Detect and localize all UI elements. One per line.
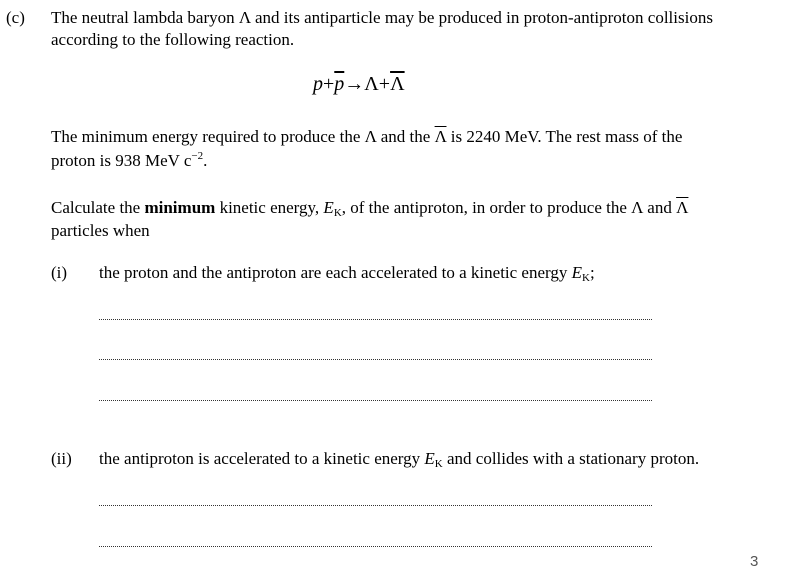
rest-mass-period: . (203, 151, 208, 170)
part-ii-ek: E (424, 449, 435, 468)
reaction-plus-1: + (323, 73, 335, 95)
answer-line-i-3[interactable] (99, 400, 652, 401)
calculate-text-b: kinetic energy, (215, 198, 324, 217)
part-ii-question-a: the antiproton is accelerated to a kinetic energy (99, 449, 425, 468)
reaction-plus-2: + (378, 73, 391, 95)
calculate-antilambda: $\overline{\Lambda}$ (676, 198, 689, 217)
reaction-equation (313, 73, 405, 96)
answer-line-ii-2[interactable] (99, 546, 652, 547)
min-energy-line1 (51, 127, 682, 147)
calculate-text-c: , of the antiproton, in order to produce the (341, 198, 632, 217)
reaction-lambda: Λ (364, 73, 379, 95)
part-ii-text (99, 449, 699, 470)
part-i-label: (i) (51, 263, 68, 282)
min-energy-antilambda: $\overline{\Lambda}$ (434, 127, 447, 146)
calculate-line1 (51, 198, 688, 219)
reaction-antilambda: $\overline{\Lambda}$ (390, 73, 405, 95)
calculate-ek: E (323, 198, 334, 217)
page-number: 3 (750, 553, 759, 570)
part-i-question: the proton and the antiproton are each accelerated to a kinetic energy (99, 263, 572, 282)
min-energy-text-a: The minimum energy required to produce the (51, 127, 365, 146)
part-ii-label: (ii) (51, 449, 72, 468)
rest-mass-exponent: −2 (191, 150, 204, 162)
reaction-antiproton: $\overline{p}$ (334, 73, 345, 95)
part-ii-ek-sub: K (434, 458, 443, 470)
min-energy-text-c: is 2240 MeV. The rest mass of the (446, 127, 683, 146)
rest-mass-text: proton is 938 MeV c (51, 151, 192, 170)
answer-line-i-1[interactable] (99, 319, 652, 320)
calculate-line2: particles when (51, 221, 150, 240)
intro-text: The neutral lambda baryon Λ and its antiparticle may be produced in proton-antiproton collisions (51, 8, 713, 27)
calculate-lambda: Λ (631, 198, 644, 217)
min-energy-line2 (51, 150, 207, 171)
part-i-ek: E (571, 263, 583, 282)
answer-line-ii-1[interactable] (99, 505, 652, 506)
calculate-text-d: and (643, 198, 677, 217)
min-energy-text-b: and the (376, 127, 435, 146)
calculate-bold-minimum: minimum (144, 198, 216, 217)
intro-text-line2: according to the following reaction. (51, 30, 295, 49)
answer-line-i-2[interactable] (99, 359, 652, 360)
calculate-ek-sub: K (333, 207, 342, 219)
part-i-text (99, 263, 595, 284)
reaction-arrow: → (344, 73, 365, 95)
part-ii-question-b: and collides with a stationary proton. (442, 449, 700, 468)
reaction-proton: p (313, 73, 323, 95)
part-label-c: (c) (6, 8, 25, 27)
calculate-text-a: Calculate the (51, 198, 145, 217)
min-energy-lambda: Λ (364, 127, 377, 146)
part-i-semicolon: ; (589, 263, 595, 282)
part-i-ek-sub: K (582, 272, 590, 284)
